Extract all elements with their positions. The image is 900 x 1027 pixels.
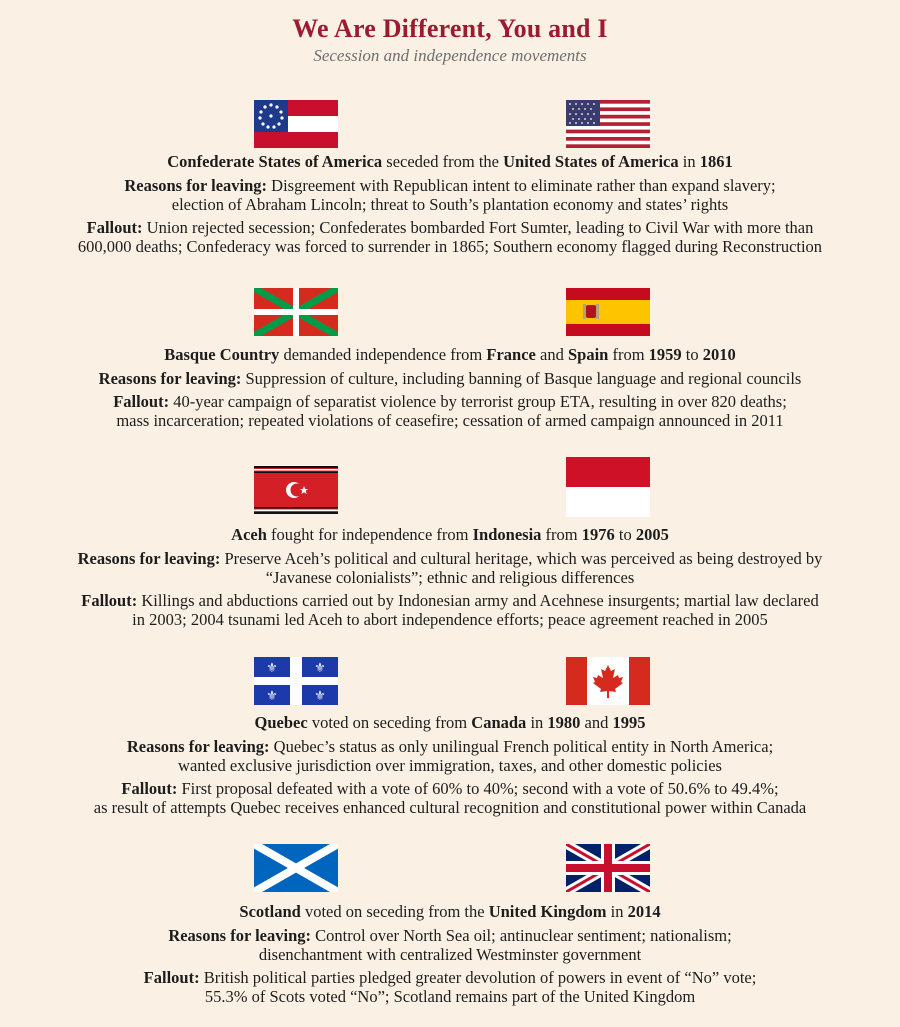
movement-text — [20, 713, 880, 821]
fallout-text: Fallout: Killings and abductions carried out by Indonesian army and Acehnese insurgents; martial law declared in 2003; 2004 tsunami led Aceh to abort independence efforts; peace agreement reached in 2005 — [81, 591, 819, 629]
movement-headline: Scotland voted on seceding from the United Kingdom in 2014 — [239, 902, 661, 921]
svg-text:⚜: ⚜ — [314, 689, 326, 704]
movement-headline: Basque Country demanded independence from France and Spain from 1959 to 2010 — [164, 345, 736, 364]
reasons-text: Reasons for leaving: Preserve Aceh’s political and cultural heritage, which was perceived as being destroyed by “Javanese colonialists”; ethnic and religious differences — [77, 549, 823, 587]
basque-ikurrina-flag-icon — [254, 288, 338, 336]
movement-headline: Confederate States of America seceded from the United States of America in 1861 — [167, 152, 733, 171]
spain-flag-icon — [566, 288, 650, 336]
reasons-text: Reasons for leaving: Quebec’s status as only unilingual French political entity in North America; wanted exclusive jurisdiction over immigration, taxes, and other domestic policies — [126, 737, 774, 775]
reasons-text: Reasons for leaving: Suppression of culture, including banning of Basque language and regional councils — [98, 369, 802, 388]
movement-text — [20, 152, 880, 260]
movement-headline: Quebec voted on seceding from Canada in 1980 and 1995 — [254, 713, 646, 732]
svg-text:⚜: ⚜ — [314, 661, 326, 676]
aceh-crescent-star-flag-icon — [254, 466, 338, 514]
movement-headline: Aceh fought for independence from Indonesia from 1976 to 2005 — [231, 525, 669, 544]
reasons-text: Reasons for leaving: Disgreement with Republican intent to eliminate rather than expand slavery; election of Abraham Lincoln; threat to South’s plantation economy and states’ rights — [124, 176, 776, 214]
united-kingdom-union-jack-flag-icon — [566, 844, 650, 892]
reasons-text: Reasons for leaving: Control over North Sea oil; antinuclear sentiment; nationalism; disenchantment with centralized Westminster government — [168, 926, 732, 964]
movement-text — [20, 345, 880, 434]
fallout-text: Fallout: First proposal defeated with a vote of 60% to 40%; second with a vote of 50.6% to 49.4%; as result of attempts Quebec receives enhanced cultural recognition and constitutional power within Canada — [93, 779, 807, 817]
indonesia-flag-icon — [566, 457, 650, 517]
movement-text — [20, 902, 880, 1010]
united-states-flag-icon — [566, 100, 650, 148]
fallout-text: Fallout: British political parties pledged greater devolution of powers in event of “No” vote; 55.3% of Scots voted “No”; Scotland remains part of the United Kingdom — [143, 968, 757, 1006]
page-title: We Are Different, You and I — [292, 14, 608, 43]
confederate-stars-and-bars-flag-icon — [254, 100, 338, 148]
scotland-saltire-flag-icon — [254, 844, 338, 892]
fallout-text: Fallout: Union rejected secession; Confederates bombarded Fort Sumter, leading to Civil War with more than 600,000 deaths; Confederacy was forced to surrender in 1865; Southern economy flagged during Reconstruction — [77, 218, 823, 256]
svg-text:⚜: ⚜ — [266, 661, 278, 676]
quebec-fleurdelise-flag-icon — [254, 657, 338, 705]
canada-maple-leaf-flag-icon — [566, 657, 650, 705]
page-subtitle: Secession and independence movements — [313, 46, 587, 65]
svg-text:⚜: ⚜ — [266, 689, 278, 704]
movement-text — [20, 525, 880, 633]
fallout-text: Fallout: 40-year campaign of separatist violence by terrorist group ETA, resulting in over 820 deaths; mass incarceration; repeated violations of ceasefire; cessation of armed campaign announced in 2011 — [113, 392, 787, 430]
